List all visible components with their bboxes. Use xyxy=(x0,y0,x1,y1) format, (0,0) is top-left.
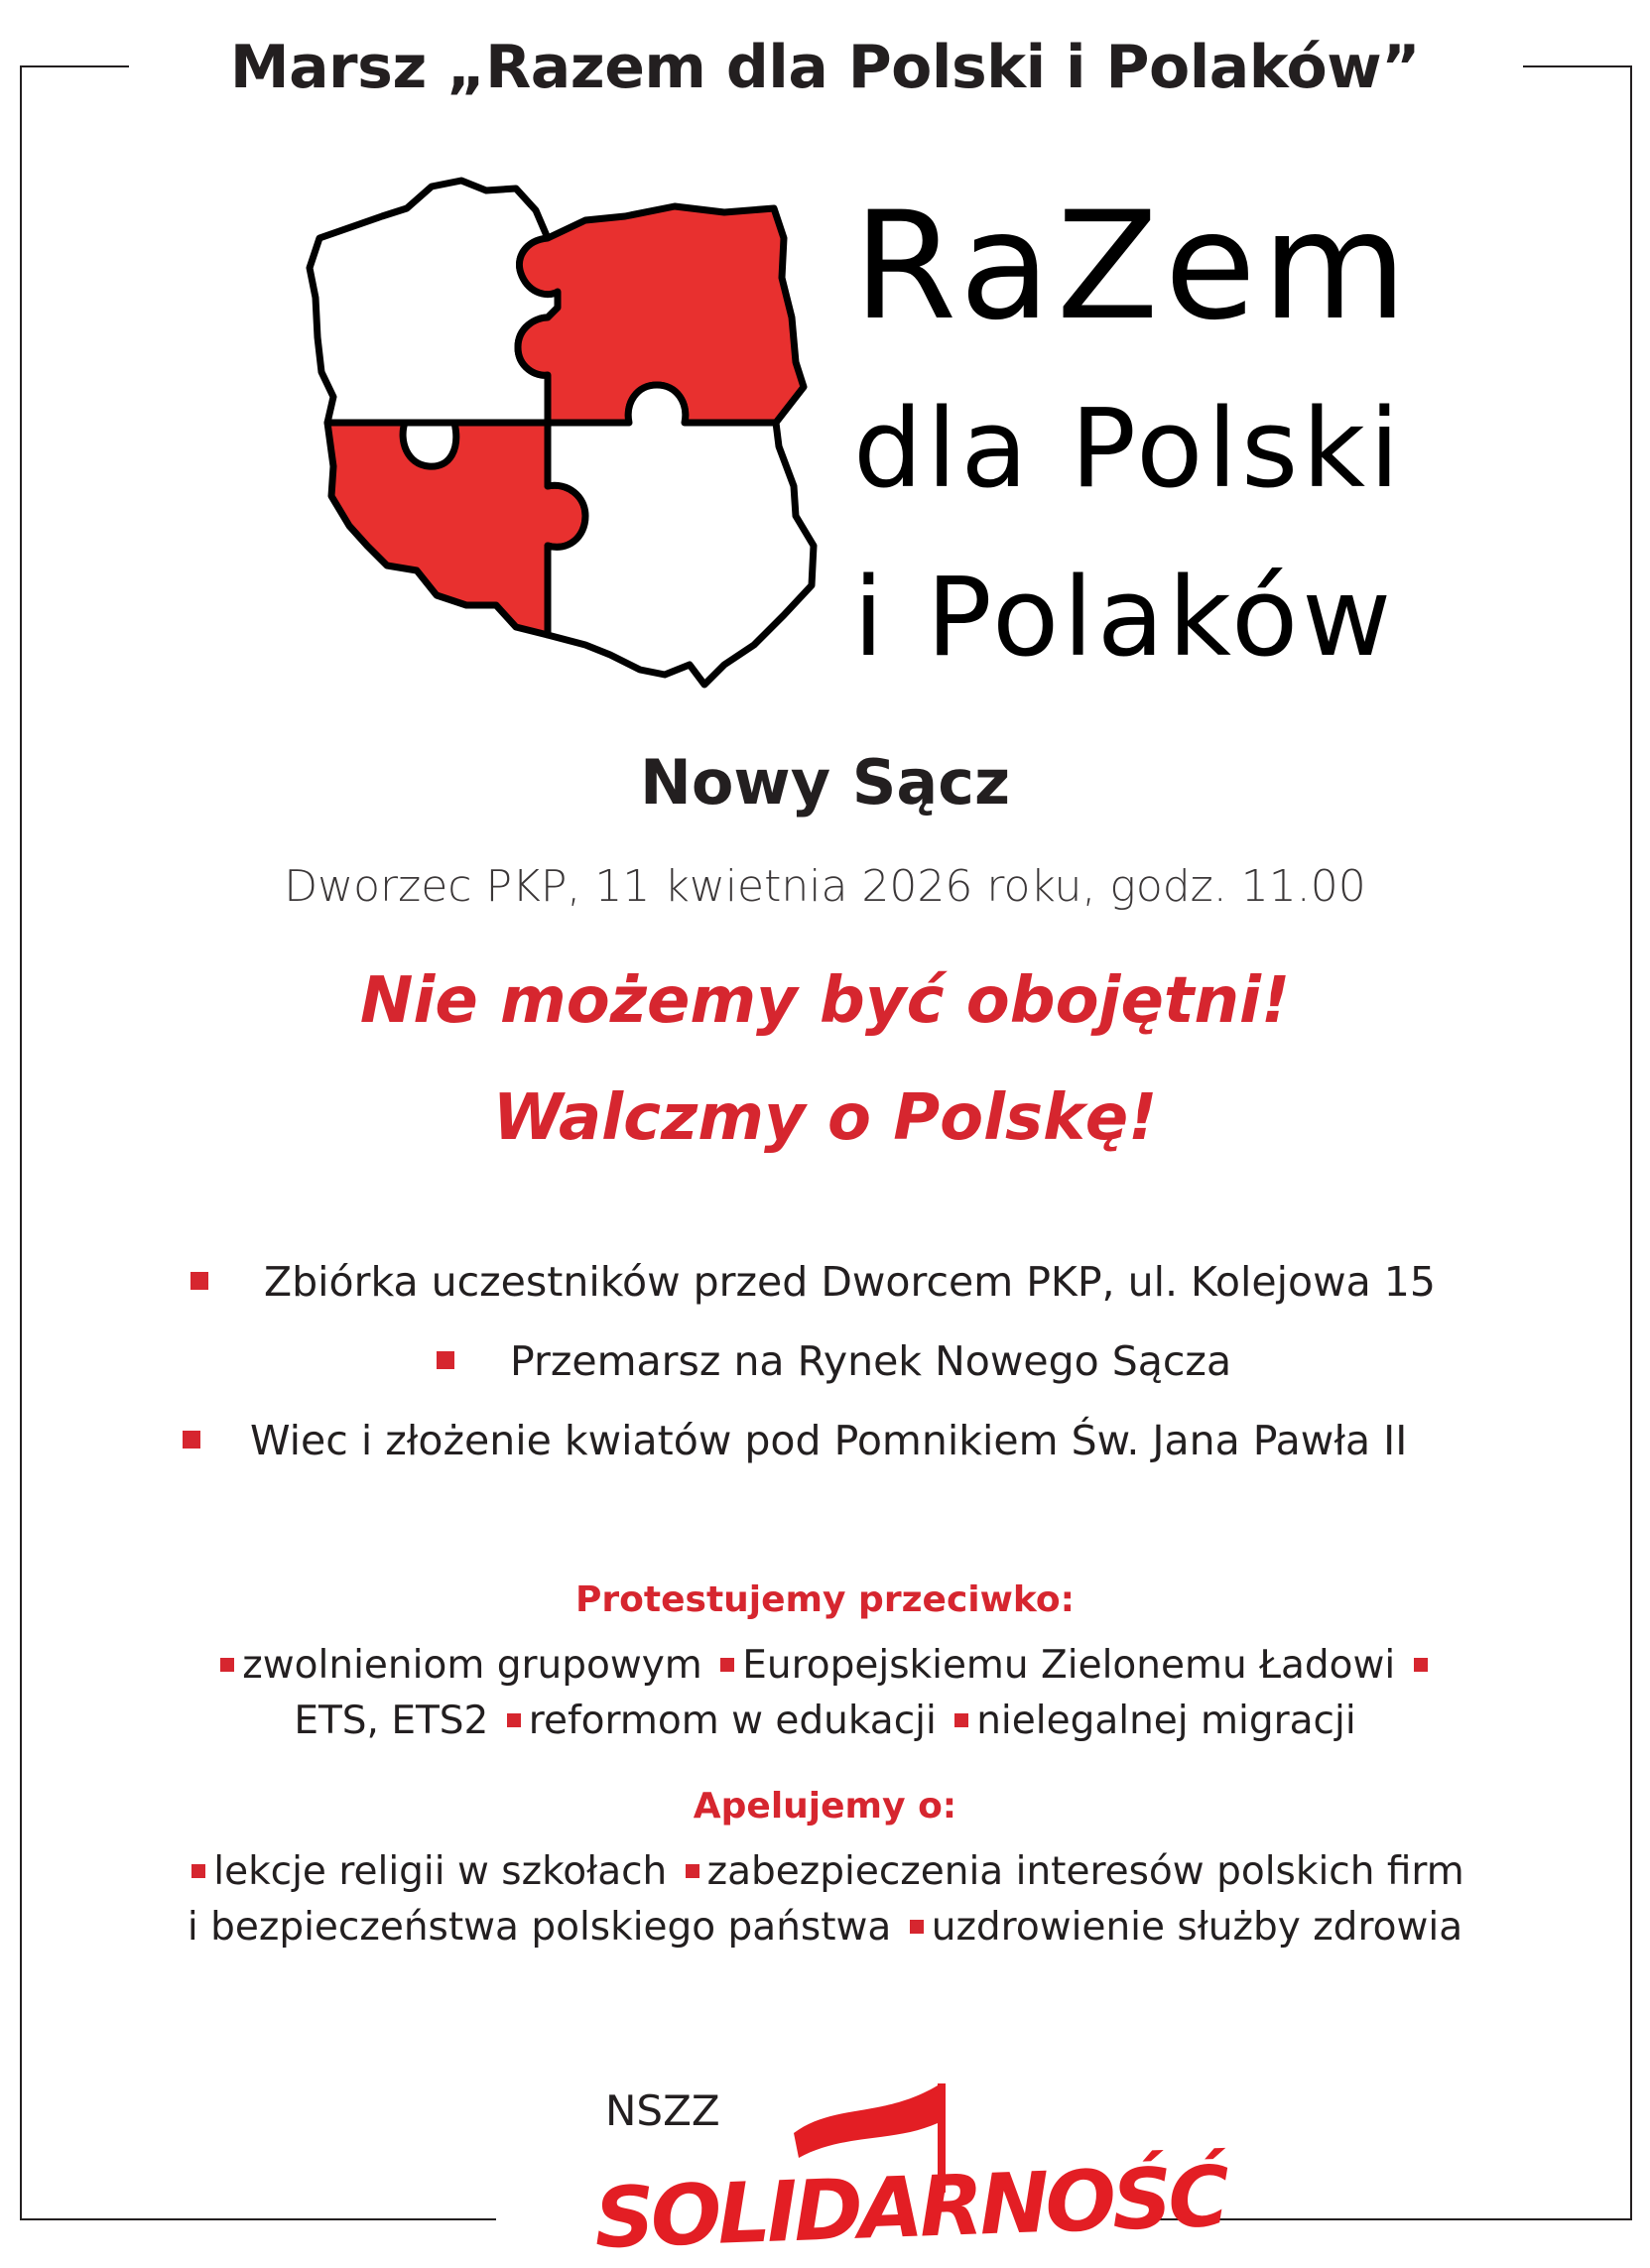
slogan-1: Nie możemy być obojętni! xyxy=(359,964,1291,1038)
event-city: Nowy Sącz xyxy=(639,746,1011,819)
slogan-2: Walczmy o Polskę! xyxy=(492,1081,1158,1155)
appeal-item: i bezpieczeństwa polskiego państwa xyxy=(187,1905,892,1950)
protest-line-2 xyxy=(0,1699,1650,1743)
square-bullet-icon xyxy=(954,1713,968,1727)
protest-item: Europejskiemu Zielonemu Ładowi xyxy=(742,1643,1396,1688)
program-item-1 xyxy=(190,1258,1436,1306)
page-title xyxy=(0,20,1650,115)
appeal-line-1 xyxy=(0,1849,1650,1894)
solidarnosc-logo xyxy=(592,2064,1227,2268)
protest-line-1 xyxy=(0,1643,1650,1688)
square-bullet-icon xyxy=(686,1864,699,1878)
puzzle-piece-nw xyxy=(310,181,558,423)
square-bullet-icon xyxy=(910,1920,924,1934)
protest-item: ETS, ETS2 xyxy=(294,1699,489,1743)
square-bullet-icon xyxy=(1414,1658,1428,1672)
event-details: Dworzec PKP, 11 kwietnia 2026 roku, godz. 11.00 xyxy=(284,861,1366,912)
appeal-heading: Apelujemy o: xyxy=(693,1786,957,1827)
program-item-1-text: Zbiórka uczestników przed Dworcem PKP, ul. Kolejowa 15 xyxy=(264,1258,1436,1306)
logo-line-3: i Polaków xyxy=(853,554,1396,681)
appeal-line-2 xyxy=(0,1905,1650,1950)
appeal-item: zabezpieczenia interesów polskich firm xyxy=(706,1849,1464,1894)
square-bullet-icon xyxy=(720,1658,734,1672)
logo-line-2: dla Polski xyxy=(853,385,1404,512)
square-bullet-icon xyxy=(190,1272,208,1290)
flag-cloth xyxy=(794,2085,938,2158)
logo-line-1: RaZem xyxy=(853,181,1414,353)
logo-lettering xyxy=(853,181,1413,681)
program-item-2 xyxy=(437,1337,1231,1385)
org-name: SOLIDARNOŚĆ xyxy=(592,2147,1227,2267)
program-item-3 xyxy=(183,1417,1407,1464)
square-bullet-icon xyxy=(191,1864,205,1878)
poland-puzzle-map-icon xyxy=(310,181,814,685)
square-bullet-icon xyxy=(507,1713,521,1727)
square-bullet-icon xyxy=(437,1351,454,1369)
protest-item: reformom w edukacji xyxy=(528,1699,937,1743)
frame-bottom-left xyxy=(20,2218,496,2220)
puzzle-piece-se xyxy=(548,385,814,685)
program-item-2-text: Przemarsz na Rynek Nowego Sącza xyxy=(510,1337,1232,1385)
square-bullet-icon xyxy=(183,1431,200,1449)
org-prefix: NSZZ xyxy=(605,2086,720,2135)
protest-item: zwolnieniom grupowym xyxy=(242,1643,702,1688)
page-title-text: Marsz „Razem dla Polski i Polaków” xyxy=(204,33,1446,102)
protest-heading: Protestujemy przeciwko: xyxy=(575,1579,1075,1620)
program-item-3-text: Wiec i złożenie kwiatów pod Pomnikiem Św. Jana Pawła II xyxy=(250,1417,1408,1464)
square-bullet-icon xyxy=(220,1658,234,1672)
protest-item: nielegalnej migracji xyxy=(976,1699,1356,1743)
appeal-item: uzdrowienie służby zdrowia xyxy=(931,1905,1463,1950)
appeal-item: lekcje religii w szkołach xyxy=(213,1849,668,1894)
razem-logo xyxy=(288,169,1414,704)
